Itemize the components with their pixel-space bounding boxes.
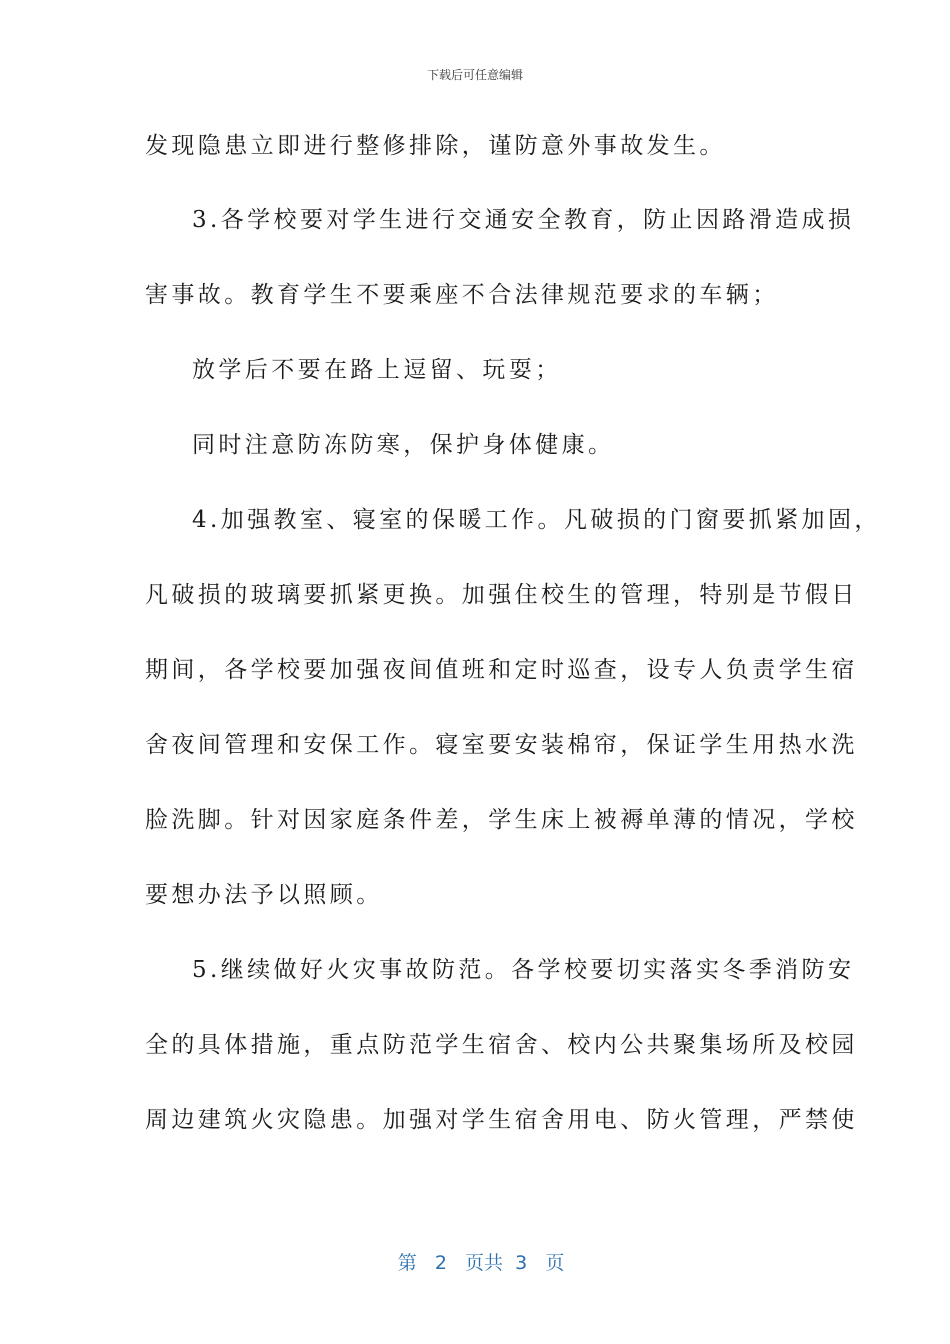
body-line: 同时注意防冻防寒，保护身体健康。 [192, 432, 615, 458]
footer-label-end: 页 [545, 1252, 565, 1274]
body-line: 放学后不要在路上逗留、玩耍； [192, 357, 562, 383]
header-note: 下载后可任意编辑 [426, 68, 523, 82]
body-line: 凡破损的玻璃要抓紧更换。加强住校生的管理，特别是节假日 [145, 582, 858, 608]
body-line: 期间，各学校要加强夜间值班和定时巡查，设专人负责学生宿 [145, 657, 858, 683]
body-line: 4.加强教室、寝室的保暖工作。凡破损的门窗要抓紧加固， [192, 507, 881, 533]
page-number-footer [0, 1226, 950, 1275]
body-line: 脸洗脚。针对因家庭条件差，学生床上被褥单薄的情况，学校 [145, 807, 858, 833]
footer-label-page: 第 [397, 1252, 417, 1274]
body-line: 3.各学校要对学生进行交通安全教育，防止因路滑造成损 [192, 207, 855, 233]
body-line: 5.继续做好火灾事故防范。各学校要切实落实冬季消防安 [192, 957, 855, 983]
body-line: 舍夜间管理和安保工作。寝室要安装棉帘，保证学生用热水洗 [145, 732, 858, 758]
body-line: 发现隐患立即进行整修排除，谨防意外事故发生。 [145, 133, 726, 159]
footer-total-pages: 3 [515, 1252, 528, 1274]
footer-label-total: 页共 [465, 1252, 504, 1274]
body-line: 全的具体措施，重点防范学生宿舍、校内公共聚集场所及校园 [145, 1032, 858, 1058]
body-line: 害事故。教育学生不要乘座不合法律规范要求的车辆； [145, 282, 779, 308]
body-line: 周边建筑火灾隐患。加强对学生宿舍用电、防火管理，严禁使 [145, 1107, 858, 1133]
footer-current-page: 2 [434, 1252, 447, 1274]
body-line: 要想办法予以照顾。 [145, 882, 383, 908]
